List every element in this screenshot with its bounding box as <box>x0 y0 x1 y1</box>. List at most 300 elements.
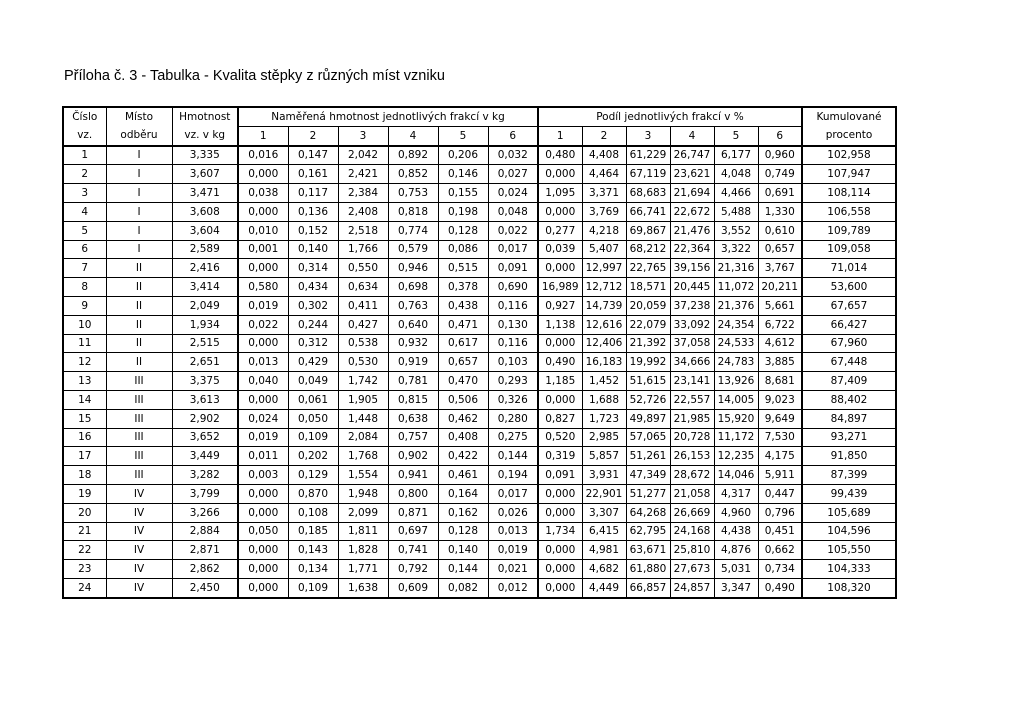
cell-mass-fraction: 0,422 <box>438 447 488 466</box>
cell-share-fraction: 26,747 <box>670 146 714 165</box>
header-mass-fraction: 4 <box>388 126 438 145</box>
cell-sample-mass: 2,515 <box>172 334 238 353</box>
cell-mass-fraction: 2,099 <box>338 503 388 522</box>
cell-share-fraction: 0,749 <box>758 165 802 184</box>
cell-mass-fraction: 2,421 <box>338 165 388 184</box>
cell-mass-fraction: 0,050 <box>238 522 288 541</box>
cell-share-fraction: 0,000 <box>538 202 582 221</box>
cell-location: III <box>106 466 172 485</box>
cell-cumulative-percent: 66,427 <box>802 315 896 334</box>
cell-share-fraction: 67,119 <box>626 165 670 184</box>
cell-share-fraction: 1,185 <box>538 372 582 391</box>
cell-share-fraction: 4,466 <box>714 184 758 203</box>
cell-sample-mass: 3,799 <box>172 484 238 503</box>
cell-share-fraction: 0,927 <box>538 296 582 315</box>
cell-mass-fraction: 0,698 <box>388 278 438 297</box>
cell-mass-fraction: 0,609 <box>388 578 438 597</box>
cell-mass-fraction: 1,811 <box>338 522 388 541</box>
table-row <box>63 466 896 485</box>
cell-location: I <box>106 240 172 259</box>
cell-location: III <box>106 390 172 409</box>
cell-share-fraction: 3,322 <box>714 240 758 259</box>
cell-share-fraction: 4,175 <box>758 447 802 466</box>
cell-share-fraction: 13,926 <box>714 372 758 391</box>
cell-mass-fraction: 0,753 <box>388 184 438 203</box>
cell-share-fraction: 24,857 <box>670 578 714 597</box>
cell-share-fraction: 4,218 <box>582 221 626 240</box>
cell-share-fraction: 21,376 <box>714 296 758 315</box>
cell-share-fraction: 20,728 <box>670 428 714 447</box>
cell-sample-mass: 2,049 <box>172 296 238 315</box>
header-hmotnost: Hmotnost <box>172 107 238 126</box>
cell-mass-fraction: 0,280 <box>488 409 538 428</box>
cell-mass-fraction: 0,144 <box>438 560 488 579</box>
cell-share-fraction: 8,681 <box>758 372 802 391</box>
cell-share-fraction: 1,452 <box>582 372 626 391</box>
cell-mass-fraction: 1,742 <box>338 372 388 391</box>
table-row <box>63 503 896 522</box>
cell-share-fraction: 0,657 <box>758 240 802 259</box>
cell-cumulative-percent: 109,058 <box>802 240 896 259</box>
cell-mass-fraction: 0,690 <box>488 278 538 297</box>
cell-sample-mass: 3,608 <box>172 202 238 221</box>
cell-mass-fraction: 0,001 <box>238 240 288 259</box>
header-mass-fraction: 3 <box>338 126 388 145</box>
cell-location: II <box>106 278 172 297</box>
cell-share-fraction: 5,031 <box>714 560 758 579</box>
cell-mass-fraction: 0,024 <box>238 409 288 428</box>
cell-mass-fraction: 0,032 <box>488 146 538 165</box>
table-row <box>63 560 896 579</box>
cell-sample-number: 18 <box>63 466 106 485</box>
cell-share-fraction: 21,316 <box>714 259 758 278</box>
cell-mass-fraction: 0,022 <box>238 315 288 334</box>
cell-cumulative-percent: 53,600 <box>802 278 896 297</box>
cell-mass-fraction: 0,538 <box>338 334 388 353</box>
cell-share-fraction: 4,960 <box>714 503 758 522</box>
cell-location: IV <box>106 503 172 522</box>
cell-mass-fraction: 1,905 <box>338 390 388 409</box>
cell-mass-fraction: 0,027 <box>488 165 538 184</box>
cell-share-fraction: 11,072 <box>714 278 758 297</box>
cell-mass-fraction: 0,919 <box>388 353 438 372</box>
header-misto: Místo <box>106 107 172 126</box>
cell-mass-fraction: 0,116 <box>488 296 538 315</box>
cell-share-fraction: 4,438 <box>714 522 758 541</box>
cell-mass-fraction: 0,198 <box>438 202 488 221</box>
cell-mass-fraction: 0,579 <box>388 240 438 259</box>
header-misto-sub: odběru <box>106 126 172 145</box>
cell-mass-fraction: 0,155 <box>438 184 488 203</box>
cell-sample-number: 20 <box>63 503 106 522</box>
cell-share-fraction: 5,911 <box>758 466 802 485</box>
cell-share-fraction: 24,354 <box>714 315 758 334</box>
cell-location: I <box>106 165 172 184</box>
cell-mass-fraction: 0,109 <box>288 428 338 447</box>
cell-share-fraction: 4,449 <box>582 578 626 597</box>
cell-sample-number: 21 <box>63 522 106 541</box>
cell-sample-number: 11 <box>63 334 106 353</box>
cell-share-fraction: 14,046 <box>714 466 758 485</box>
cell-mass-fraction: 0,792 <box>388 560 438 579</box>
cell-sample-number: 16 <box>63 428 106 447</box>
cell-share-fraction: 0,000 <box>538 390 582 409</box>
cell-share-fraction: 4,048 <box>714 165 758 184</box>
cell-share-fraction: 1,734 <box>538 522 582 541</box>
cell-share-fraction: 51,615 <box>626 372 670 391</box>
cell-mass-fraction: 0,109 <box>288 578 338 597</box>
cell-cumulative-percent: 102,958 <box>802 146 896 165</box>
data-table <box>62 106 897 599</box>
cell-mass-fraction: 0,048 <box>488 202 538 221</box>
cell-share-fraction: 0,039 <box>538 240 582 259</box>
cell-share-fraction: 0,490 <box>538 353 582 372</box>
cell-share-fraction: 1,095 <box>538 184 582 203</box>
cell-location: III <box>106 372 172 391</box>
cell-mass-fraction: 0,146 <box>438 165 488 184</box>
cell-mass-fraction: 0,000 <box>238 578 288 597</box>
table-row <box>63 315 896 334</box>
cell-mass-fraction: 0,697 <box>388 522 438 541</box>
cell-sample-mass: 2,416 <box>172 259 238 278</box>
cell-share-fraction: 0,451 <box>758 522 802 541</box>
cell-cumulative-percent: 87,409 <box>802 372 896 391</box>
cell-mass-fraction: 0,408 <box>438 428 488 447</box>
cell-sample-mass: 3,266 <box>172 503 238 522</box>
cell-share-fraction: 19,992 <box>626 353 670 372</box>
cell-mass-fraction: 0,774 <box>388 221 438 240</box>
cell-share-fraction: 12,406 <box>582 334 626 353</box>
cell-mass-fraction: 0,000 <box>238 165 288 184</box>
cell-cumulative-percent: 93,271 <box>802 428 896 447</box>
cell-mass-fraction: 0,019 <box>238 296 288 315</box>
cell-share-fraction: 22,079 <box>626 315 670 334</box>
cell-mass-fraction: 0,411 <box>338 296 388 315</box>
cell-cumulative-percent: 67,448 <box>802 353 896 372</box>
cell-sample-mass: 3,604 <box>172 221 238 240</box>
cell-share-fraction: 33,092 <box>670 315 714 334</box>
cell-mass-fraction: 0,049 <box>288 372 338 391</box>
header-hmotnost-sub: vz. v kg <box>172 126 238 145</box>
cell-mass-fraction: 0,206 <box>438 146 488 165</box>
header-share-group: Podíl jednotlivých frakcí v % <box>538 107 802 126</box>
cell-mass-fraction: 0,941 <box>388 466 438 485</box>
cell-share-fraction: 22,672 <box>670 202 714 221</box>
cell-mass-fraction: 2,384 <box>338 184 388 203</box>
cell-share-fraction: 26,153 <box>670 447 714 466</box>
cell-sample-number: 23 <box>63 560 106 579</box>
cell-share-fraction: 52,726 <box>626 390 670 409</box>
cell-share-fraction: 0,796 <box>758 503 802 522</box>
cell-sample-mass: 3,613 <box>172 390 238 409</box>
cell-mass-fraction: 0,275 <box>488 428 538 447</box>
header-mass-fraction: 2 <box>288 126 338 145</box>
table-row <box>63 541 896 560</box>
cell-mass-fraction: 0,017 <box>488 484 538 503</box>
cell-mass-fraction: 0,000 <box>238 503 288 522</box>
cell-share-fraction: 49,897 <box>626 409 670 428</box>
cell-share-fraction: 0,000 <box>538 334 582 353</box>
header-cislo: Číslo <box>63 107 106 126</box>
cell-mass-fraction: 0,946 <box>388 259 438 278</box>
cell-share-fraction: 61,880 <box>626 560 670 579</box>
cell-mass-fraction: 0,144 <box>488 447 538 466</box>
cell-share-fraction: 15,920 <box>714 409 758 428</box>
cell-share-fraction: 12,997 <box>582 259 626 278</box>
cell-share-fraction: 3,931 <box>582 466 626 485</box>
cell-mass-fraction: 0,617 <box>438 334 488 353</box>
cell-share-fraction: 12,712 <box>582 278 626 297</box>
cell-sample-number: 6 <box>63 240 106 259</box>
cell-share-fraction: 0,610 <box>758 221 802 240</box>
cell-cumulative-percent: 108,114 <box>802 184 896 203</box>
header-mass-group: Naměřená hmotnost jednotlivých frakcí v kg <box>238 107 538 126</box>
cell-cumulative-percent: 84,897 <box>802 409 896 428</box>
cell-mass-fraction: 0,185 <box>288 522 338 541</box>
cell-share-fraction: 2,985 <box>582 428 626 447</box>
cell-mass-fraction: 0,461 <box>438 466 488 485</box>
cell-mass-fraction: 0,116 <box>488 334 538 353</box>
cell-mass-fraction: 1,828 <box>338 541 388 560</box>
cell-sample-number: 8 <box>63 278 106 297</box>
cell-mass-fraction: 0,000 <box>238 560 288 579</box>
cell-share-fraction: 68,212 <box>626 240 670 259</box>
cell-share-fraction: 20,211 <box>758 278 802 297</box>
cell-location: I <box>106 184 172 203</box>
cell-mass-fraction: 0,130 <box>488 315 538 334</box>
cell-share-fraction: 7,530 <box>758 428 802 447</box>
cell-cumulative-percent: 105,550 <box>802 541 896 560</box>
cell-mass-fraction: 0,429 <box>288 353 338 372</box>
cell-share-fraction: 6,415 <box>582 522 626 541</box>
cell-mass-fraction: 0,134 <box>288 560 338 579</box>
cell-share-fraction: 11,172 <box>714 428 758 447</box>
cell-mass-fraction: 0,550 <box>338 259 388 278</box>
cell-share-fraction: 0,447 <box>758 484 802 503</box>
header-share-fraction: 2 <box>582 126 626 145</box>
cell-share-fraction: 47,349 <box>626 466 670 485</box>
cell-mass-fraction: 0,800 <box>388 484 438 503</box>
cell-sample-number: 2 <box>63 165 106 184</box>
table-row <box>63 334 896 353</box>
cell-share-fraction: 66,741 <box>626 202 670 221</box>
cell-mass-fraction: 0,000 <box>238 259 288 278</box>
cell-mass-fraction: 1,948 <box>338 484 388 503</box>
cell-share-fraction: 4,682 <box>582 560 626 579</box>
header-share-fraction: 6 <box>758 126 802 145</box>
header-kumulovane: Kumulované <box>802 107 896 126</box>
cell-share-fraction: 21,476 <box>670 221 714 240</box>
cell-share-fraction: 9,023 <box>758 390 802 409</box>
cell-sample-mass: 3,282 <box>172 466 238 485</box>
cell-share-fraction: 9,649 <box>758 409 802 428</box>
cell-sample-number: 9 <box>63 296 106 315</box>
cell-sample-mass: 2,871 <box>172 541 238 560</box>
cell-mass-fraction: 0,302 <box>288 296 338 315</box>
cell-sample-mass: 2,651 <box>172 353 238 372</box>
cell-share-fraction: 4,408 <box>582 146 626 165</box>
cell-share-fraction: 37,058 <box>670 334 714 353</box>
cell-mass-fraction: 0,050 <box>288 409 338 428</box>
table-row <box>63 146 896 165</box>
header-mass-fraction: 5 <box>438 126 488 145</box>
cell-share-fraction: 63,671 <box>626 541 670 560</box>
cell-mass-fraction: 1,554 <box>338 466 388 485</box>
cell-mass-fraction: 2,042 <box>338 146 388 165</box>
cell-cumulative-percent: 91,850 <box>802 447 896 466</box>
cell-mass-fraction: 0,852 <box>388 165 438 184</box>
cell-share-fraction: 6,177 <box>714 146 758 165</box>
cell-mass-fraction: 0,244 <box>288 315 338 334</box>
cell-share-fraction: 4,317 <box>714 484 758 503</box>
cell-cumulative-percent: 67,960 <box>802 334 896 353</box>
cell-share-fraction: 16,183 <box>582 353 626 372</box>
cell-share-fraction: 4,612 <box>758 334 802 353</box>
cell-cumulative-percent: 88,402 <box>802 390 896 409</box>
cell-share-fraction: 62,795 <box>626 522 670 541</box>
cell-sample-number: 22 <box>63 541 106 560</box>
cell-share-fraction: 64,268 <box>626 503 670 522</box>
cell-mass-fraction: 0,657 <box>438 353 488 372</box>
cell-cumulative-percent: 87,399 <box>802 466 896 485</box>
cell-share-fraction: 1,330 <box>758 202 802 221</box>
cell-location: I <box>106 221 172 240</box>
cell-mass-fraction: 0,136 <box>288 202 338 221</box>
cell-share-fraction: 57,065 <box>626 428 670 447</box>
header-share-fraction: 3 <box>626 126 670 145</box>
cell-share-fraction: 4,876 <box>714 541 758 560</box>
cell-share-fraction: 66,857 <box>626 578 670 597</box>
cell-mass-fraction: 0,757 <box>388 428 438 447</box>
cell-share-fraction: 23,141 <box>670 372 714 391</box>
cell-share-fraction: 12,235 <box>714 447 758 466</box>
cell-location: II <box>106 296 172 315</box>
cell-sample-number: 12 <box>63 353 106 372</box>
cell-cumulative-percent: 104,333 <box>802 560 896 579</box>
cell-mass-fraction: 0,202 <box>288 447 338 466</box>
cell-share-fraction: 0,277 <box>538 221 582 240</box>
cell-share-fraction: 51,261 <box>626 447 670 466</box>
cell-mass-fraction: 0,162 <box>438 503 488 522</box>
cell-mass-fraction: 0,902 <box>388 447 438 466</box>
cell-mass-fraction: 0,471 <box>438 315 488 334</box>
cell-location: I <box>106 146 172 165</box>
cell-share-fraction: 3,769 <box>582 202 626 221</box>
cell-share-fraction: 3,767 <box>758 259 802 278</box>
cell-mass-fraction: 0,038 <box>238 184 288 203</box>
cell-share-fraction: 0,691 <box>758 184 802 203</box>
header-mass-fraction: 6 <box>488 126 538 145</box>
cell-mass-fraction: 0,506 <box>438 390 488 409</box>
cell-share-fraction: 20,059 <box>626 296 670 315</box>
cell-share-fraction: 22,364 <box>670 240 714 259</box>
cell-share-fraction: 39,156 <box>670 259 714 278</box>
cell-mass-fraction: 0,378 <box>438 278 488 297</box>
cell-mass-fraction: 0,434 <box>288 278 338 297</box>
table-row <box>63 202 896 221</box>
cell-share-fraction: 0,490 <box>758 578 802 597</box>
cell-cumulative-percent: 108,320 <box>802 578 896 597</box>
cell-share-fraction: 25,810 <box>670 541 714 560</box>
cell-mass-fraction: 0,061 <box>288 390 338 409</box>
cell-mass-fraction: 0,293 <box>488 372 538 391</box>
table-body <box>63 146 896 598</box>
cell-share-fraction: 21,694 <box>670 184 714 203</box>
table-row <box>63 165 896 184</box>
cell-location: IV <box>106 560 172 579</box>
cell-mass-fraction: 0,128 <box>438 522 488 541</box>
cell-sample-mass: 2,902 <box>172 409 238 428</box>
cell-share-fraction: 22,557 <box>670 390 714 409</box>
cell-mass-fraction: 0,013 <box>488 522 538 541</box>
cell-mass-fraction: 0,019 <box>238 428 288 447</box>
table-row <box>63 221 896 240</box>
cell-mass-fraction: 0,011 <box>238 447 288 466</box>
cell-mass-fraction: 1,771 <box>338 560 388 579</box>
cell-cumulative-percent: 106,558 <box>802 202 896 221</box>
cell-share-fraction: 26,669 <box>670 503 714 522</box>
cell-sample-mass: 2,884 <box>172 522 238 541</box>
cell-mass-fraction: 0,781 <box>388 372 438 391</box>
cell-share-fraction: 0,000 <box>538 578 582 597</box>
cell-share-fraction: 12,616 <box>582 315 626 334</box>
cell-mass-fraction: 1,448 <box>338 409 388 428</box>
cell-mass-fraction: 0,086 <box>438 240 488 259</box>
cell-mass-fraction: 0,870 <box>288 484 338 503</box>
cell-share-fraction: 24,783 <box>714 353 758 372</box>
cell-cumulative-percent: 107,947 <box>802 165 896 184</box>
cell-sample-number: 3 <box>63 184 106 203</box>
cell-sample-mass: 2,450 <box>172 578 238 597</box>
cell-share-fraction: 20,445 <box>670 278 714 297</box>
cell-share-fraction: 0,000 <box>538 560 582 579</box>
table-row <box>63 484 896 503</box>
cell-sample-number: 24 <box>63 578 106 597</box>
cell-share-fraction: 3,885 <box>758 353 802 372</box>
cell-share-fraction: 0,000 <box>538 259 582 278</box>
cell-location: II <box>106 334 172 353</box>
cell-mass-fraction: 0,026 <box>488 503 538 522</box>
cell-share-fraction: 3,371 <box>582 184 626 203</box>
cell-location: II <box>106 259 172 278</box>
cell-share-fraction: 0,520 <box>538 428 582 447</box>
cell-mass-fraction: 0,024 <box>488 184 538 203</box>
cell-mass-fraction: 0,140 <box>438 541 488 560</box>
cell-sample-mass: 3,375 <box>172 372 238 391</box>
table-row <box>63 296 896 315</box>
cell-share-fraction: 34,666 <box>670 353 714 372</box>
cell-share-fraction: 18,571 <box>626 278 670 297</box>
cell-mass-fraction: 1,766 <box>338 240 388 259</box>
table-row <box>63 578 896 597</box>
cell-share-fraction: 21,985 <box>670 409 714 428</box>
cell-sample-number: 5 <box>63 221 106 240</box>
cell-mass-fraction: 0,129 <box>288 466 338 485</box>
cell-share-fraction: 4,981 <box>582 541 626 560</box>
cell-share-fraction: 21,392 <box>626 334 670 353</box>
cell-share-fraction: 21,058 <box>670 484 714 503</box>
table-row <box>63 353 896 372</box>
cell-sample-number: 7 <box>63 259 106 278</box>
cell-share-fraction: 37,238 <box>670 296 714 315</box>
cell-mass-fraction: 0,082 <box>438 578 488 597</box>
table-row <box>63 390 896 409</box>
cell-sample-mass: 2,589 <box>172 240 238 259</box>
cell-mass-fraction: 0,000 <box>238 541 288 560</box>
cell-share-fraction: 5,488 <box>714 202 758 221</box>
cell-mass-fraction: 0,103 <box>488 353 538 372</box>
cell-share-fraction: 0,734 <box>758 560 802 579</box>
